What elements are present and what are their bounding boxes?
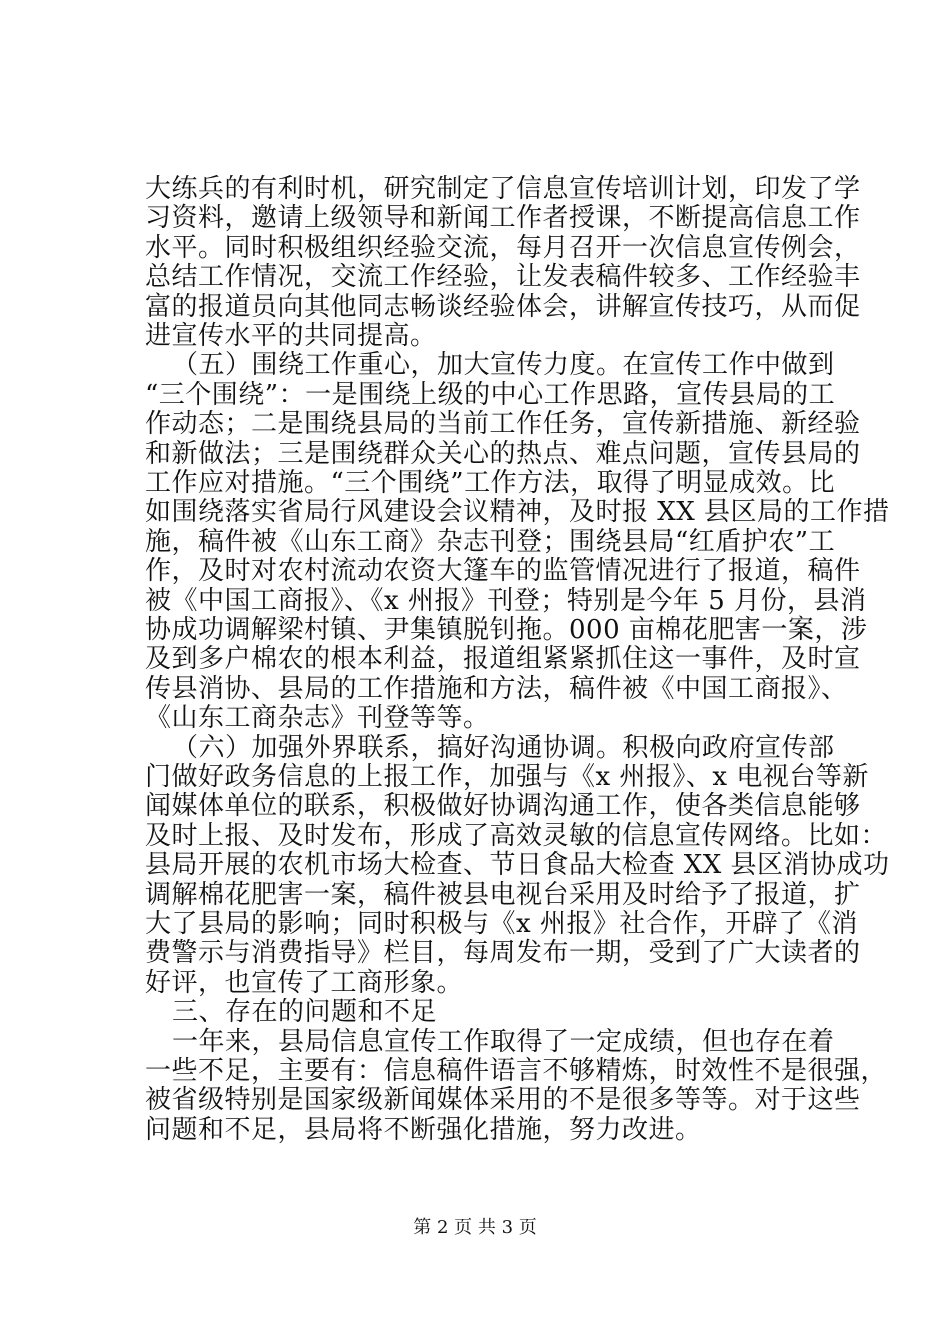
text-line: 一年来，县局信息宣传工作取得了一定成绩，但也存在着 — [172, 1026, 835, 1057]
text-line: 如围绕落实省局行风建设会议精神，及时报 XX 县区局的工作措 — [145, 497, 890, 528]
text-line: 作，及时对农村流动农资大篷车的监管情况进行了报道，稿件 — [145, 556, 861, 587]
section-heading-6: （六）加强外界联系，搞好沟通协调。积极向政府宣传部 — [172, 732, 835, 763]
text-line: 水平。同时积极组织经验交流，每月召开一次信息宣传例会， — [145, 232, 861, 263]
text-line: 县局开展的农机市场大检查、节日食品大检查 XX 县区消协成功 — [145, 850, 890, 881]
section-heading-3: 三、存在的问题和不足 — [172, 997, 438, 1028]
text-line: 工作应对措施。“三个围绕”工作方法，取得了明显成效。比 — [145, 468, 836, 498]
text-line: 传县消协、县局的工作措施和方法，稿件被《中国工商报》、 — [145, 673, 848, 704]
text-line: 闻媒体单位的联系，积极做好协调沟通工作，使各类信息能够 — [145, 791, 861, 822]
text-line: 总结工作情况，交流工作经验，让发表稿件较多、工作经验丰 — [145, 262, 861, 293]
text-line: 被《中国工商报》、《x 州报》刊登；特别是今年 5 月份，县消 — [145, 585, 867, 616]
text-line: 好评，也宣传了工商形象。 — [145, 967, 464, 998]
text-line: 大了县局的影响；同时积极与《x 州报》社合作，开辟了《消 — [145, 909, 858, 939]
text-line: 习资料，邀请上级领导和新闻工作者授课，不断提高信息工作 — [145, 203, 861, 234]
text-line: 被省级特别是国家级新闻媒体采用的不是很多等等。对于这些 — [145, 1085, 861, 1116]
text-line: 和新做法；三是围绕群众关心的热点、难点问题，宣传县局的 — [145, 438, 861, 469]
text-line: 富的报道员向其他同志畅谈经验体会，讲解宣传技巧，从而促 — [145, 291, 861, 322]
text-line: “三个围绕”：一是围绕上级的中心工作思路，宣传县局的工 — [145, 379, 836, 410]
text-line: 作动态；二是围绕县局的当前工作任务，宣传新措施、新经验 — [145, 409, 861, 440]
text-line: 协成功调解梁村镇、尹集镇脱钊拖。000 亩棉花肥害一案，涉 — [145, 615, 868, 645]
text-line: 及时上报、及时发布，形成了高效灵敏的信息宣传网络。比如： — [145, 820, 888, 851]
text-line: 施，稿件被《山东工商》杂志刊登；围绕县局“红盾护农”工 — [145, 526, 836, 557]
section-heading-5: （五）围绕工作重心，加大宣传力度。在宣传工作中做到 — [172, 350, 835, 381]
text-line: 进宣传水平的共同提高。 — [145, 321, 437, 351]
text-line: 及到多户棉农的根本利益，报道组紧紧抓住这一事件，及时宣 — [145, 644, 861, 675]
page-footer: 第 2 页 共 3 页 — [413, 1217, 537, 1238]
text-line: 问题和不足，县局将不断强化措施，努力改进。 — [145, 1114, 702, 1145]
text-line: 《山东工商杂志》刊登等等。 — [145, 703, 490, 734]
text-line: 大练兵的有利时机，研究制定了信息宣传培训计划，印发了学 — [145, 174, 861, 204]
text-line: 费警示与消费指导》栏目，每周发布一期，受到了广大读者的 — [145, 938, 861, 969]
text-line: 调解棉花肥害一案，稿件被县电视台采用及时给予了报道，扩 — [145, 879, 861, 910]
text-line: 门做好政务信息的上报工作，加强与《x 州报》、x 电视台等新 — [145, 762, 869, 792]
text-line: 一些不足，主要有：信息稿件语言不够精炼，时效性不是很强， — [145, 1056, 888, 1086]
